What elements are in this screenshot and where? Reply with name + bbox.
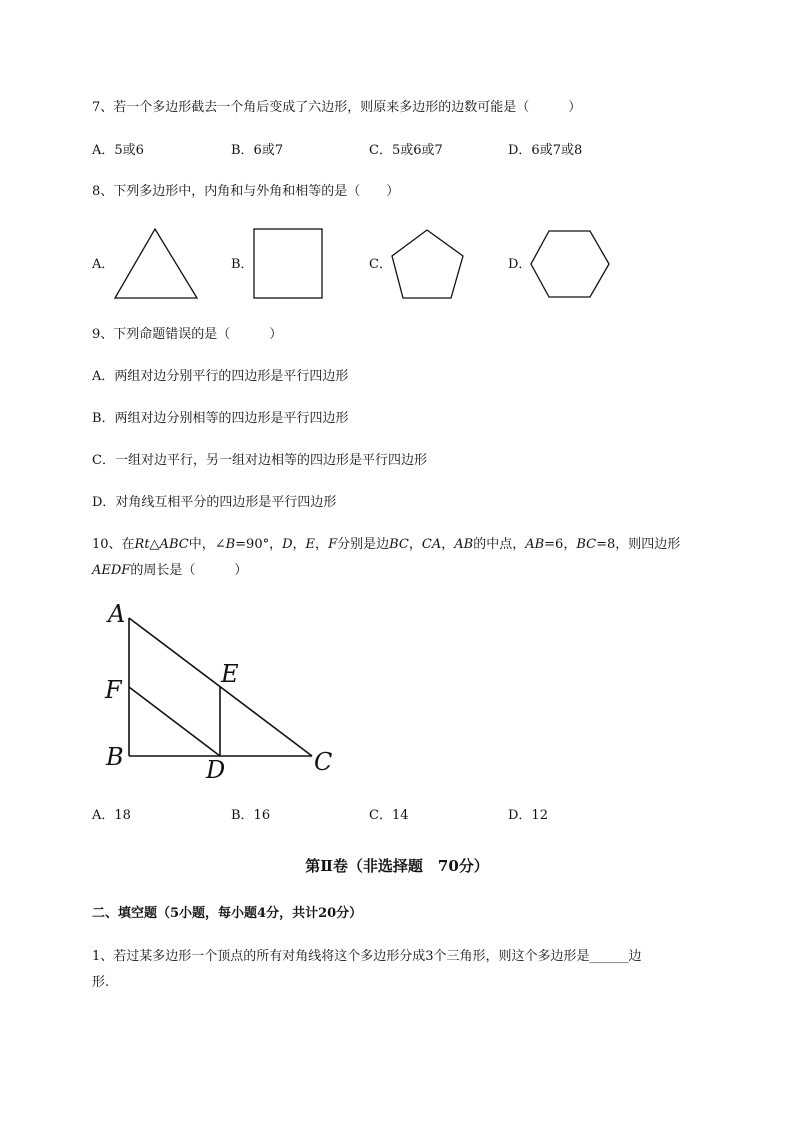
q7-option-b: B．6或7 — [231, 143, 284, 158]
q7-option-a: A．5或6 — [92, 143, 144, 158]
q9-option-d: D．对角线互相平分的四边形是平行四边形 — [92, 495, 337, 510]
q8-option-b-label: B． — [231, 257, 254, 272]
segment-fd — [129, 687, 220, 756]
q7-option-c: C．5或6或7 — [369, 143, 443, 158]
hexagon-icon — [529, 229, 613, 301]
q7-stem: 7、若一个多边形截去一个角后变成了六边形，则原来多边形的边数可能是（ ） — [92, 100, 582, 115]
q8-option-d-label: D． — [508, 257, 532, 272]
q7-option-d: D．6或7或8 — [508, 143, 583, 158]
label-f: F — [105, 676, 122, 704]
q10-option-a: A．18 — [92, 808, 131, 823]
label-c: C — [314, 748, 333, 776]
q10-option-b: B．16 — [231, 808, 271, 823]
q10-stem-line2: AEDF的周长是（ ） — [92, 563, 248, 578]
q9-option-b: B．两组对边分别相等的四边形是平行四边形 — [92, 411, 349, 426]
triangle-midpoint-figure — [100, 598, 350, 788]
label-a: A — [108, 600, 126, 628]
label-b: B — [106, 743, 124, 771]
q10-option-c: C．14 — [369, 808, 409, 823]
q8-option-c-label: C． — [369, 257, 392, 272]
q10-option-d: D．12 — [508, 808, 548, 823]
fill-q1-line1: 1、若过某多边形一个顶点的所有对角线将这个多边形分成3个三角形，则这个多边形是______边 — [92, 949, 642, 964]
q8-option-a-label: A． — [92, 257, 115, 272]
label-e: E — [221, 660, 239, 688]
fill-q1-line2: 形. — [92, 975, 110, 990]
square-icon — [252, 227, 326, 301]
triangle-icon — [112, 226, 202, 302]
label-d: D — [206, 756, 226, 784]
pentagon-icon — [390, 228, 468, 302]
q9-option-a: A．两组对边分别平行的四边形是平行四边形 — [92, 369, 349, 384]
q10-stem-line1: 10、在Rt△ABC中，∠B=90°，D，E，F分别是边BC，CA，AB的中点，AB=6，BC=8，则四边形 — [92, 537, 681, 552]
q8-stem: 8、下列多边形中，内角和与外角和相等的是（ ） — [92, 184, 400, 199]
section2-heading: 二、填空题（5小题，每小题4分，共计20分） — [92, 906, 363, 921]
q9-stem: 9、下列命题错误的是（ ） — [92, 327, 283, 342]
q9-option-c: C．一组对边平行，另一组对边相等的四边形是平行四边形 — [92, 453, 427, 468]
section2-title: 第Ⅱ卷（非选择题 70分） — [305, 857, 489, 875]
